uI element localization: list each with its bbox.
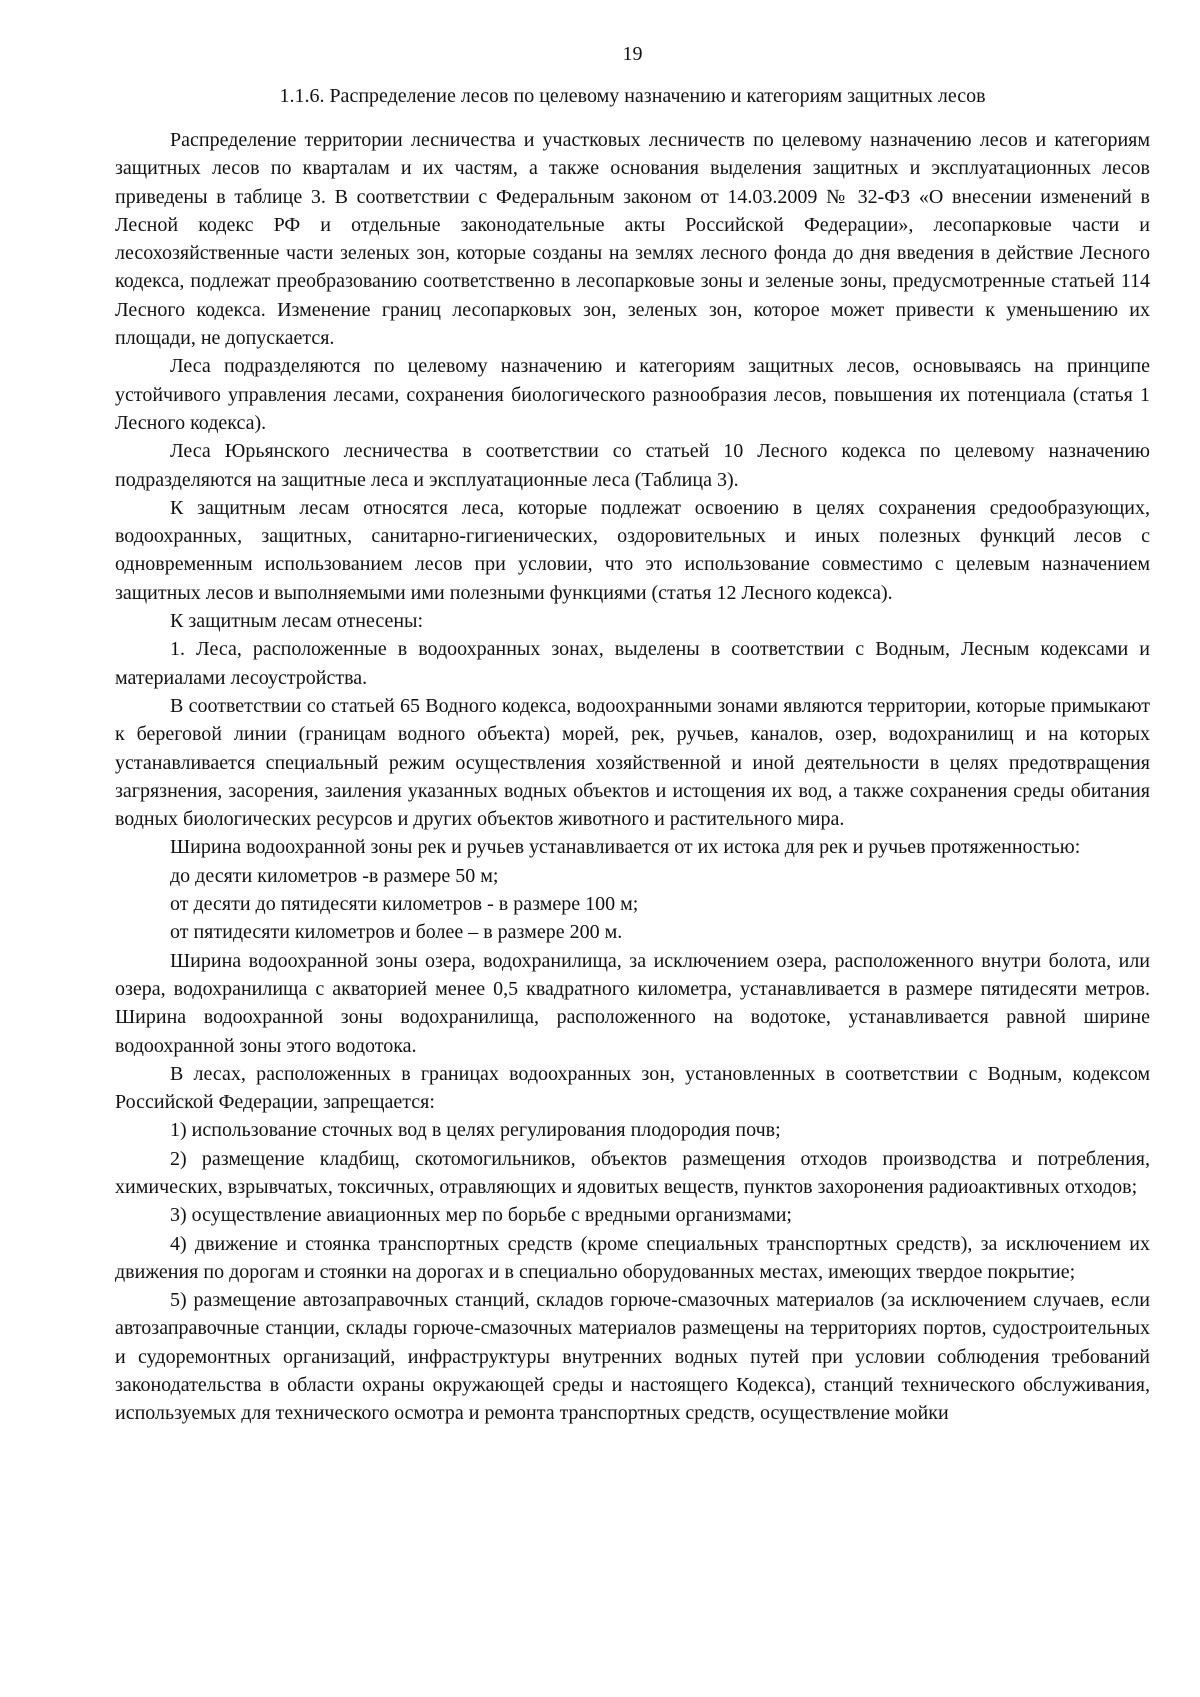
document-page [115,0,1150,1428]
list-item-width-100m: от десяти до пятидесяти километров - в размере 100 м; [170,893,639,916]
paragraph-forest-distribution: Распределение территории лесничества и участковых лесничеств по целевому назначению лесов и категориям защитных лесов по кварталам и их частям, а также основания выделения защитных и эксплуатационных лесов приведены в таблице 3. В соответствии с Федеральным законом от 14.03.2009 № 32-ФЗ «О внесении изменений в Лесной кодекс РФ и отдельные законодательные акты Российской Федерации», лесопарковые части и лесохозяйственные части зеленых зон, которые созданы на землях лесного фонда до дня введения в действие Лесного кодекса, подлежат преобразованию соответственно в лесопарковые зоны и зеленые зоны, предусмотренные статьей 114 Лесного кодекса. Изменение границ лесопарковых зон, зеленых зон, которое может привести к уменьшению их площади, не допускается. [115,129,1150,350]
paragraph-yuryansky-forests: Леса Юрьянского лесничества в соответствии со статьей 10 Лесного кодекса по целевому назначению подразделяются на защитные леса и эксплуатационные леса (Таблица 3). [115,440,1150,491]
paragraph-zone-width-lakes: Ширина водоохранной зоны озера, водохранилища, за исключением озера, расположенного внутри болота, или озера, водохранилища с акваторией менее 0,5 квадратного километра, устанавливается в размере пятидесяти метров. Ширина водоохранной зоны водохранилища, расположенного на водотоке, устанавливается равной ширине водоохранной зоны этого водотока. [115,949,1150,1057]
list-item-width-50m: до десяти километров -в размере 50 м; [170,864,499,887]
list-item-width-200m: от пятидесяти километров и более – в размере 200 м. [170,921,623,944]
list-item-prohibition-4: 4) движение и стоянка транспортных средств (кроме специальных транспортных средств), за исключением их движения по дорогам и стоянки на дорогах и в специально оборудованных местах, имеющих твердое покрытие; [115,1232,1150,1283]
list-item-prohibition-3: 3) осуществление авиационных мер по борьбе с вредными организмами; [170,1204,792,1227]
paragraph-protective-forests-definition: К защитным лесам относятся леса, которые подлежат освоению в целях сохранения средообразующих, водоохранных, защитных, санитарно-гигиенических, оздоровительных и иных полезных функций лесов с одновременным использованием лесов при условии, что это использование совместимо с целевым назначением защитных лесов и выполняемыми ими полезными функциями (статья 12 Лесного кодекса). [115,496,1150,604]
paragraph-water-protection-zones: 1. Леса, расположенные в водоохранных зонах, выделены в соответствии с Водным, Лесным кодексами и материалами лесоустройства. [115,638,1150,689]
list-item-prohibition-1: 1) использование сточных вод в целях регулирования плодородия почв; [170,1119,781,1142]
paragraph-prohibitions-intro: В лесах, расположенных в границах водоохранных зон, установленных в соответствии с Водным, кодексом Российской Федерации, запрещается: [115,1062,1150,1114]
paragraph-water-code-article-65: В соответствии со статьей 65 Водного кодекса, водоохранными зонами являются территории, которые примыкают к береговой линии (границам водного объекта) морей, рек, ручьев, каналов, озер, водохранилищ и на которых устанавливается специальный режим осуществления хозяйственной и иной деятельности в целях предотвращения загрязнения, засорения, заиления указанных водных объектов и истощения их вод, а также сохранения среды обитания водных биологических ресурсов и других объектов животного и растительного мира. [115,694,1150,831]
list-item-prohibition-2: 2) размещение кладбищ, скотомогильников, объектов размещения отходов производства и потребления, химических, взрывчатых, токсичных, отравляющих и ядовитых веществ, пунктов захоронения радиоактивных отходов; [115,1147,1150,1198]
paragraph-protective-forests-list-intro: К защитным лесам отнесены: [170,610,424,633]
paragraph-zone-width-rivers: Ширина водоохранной зоны рек и ручьев устанавливается от их истока для рек и ручьев протяженностью: [170,836,1081,859]
paragraph-forest-division: Леса подразделяются по целевому назначению и категориям защитных лесов, основываясь на принципе устойчивого управления лесами, сохранения биологического разнообразия лесов, повышения их потенциала (статья 1 Лесного кодекса). [115,355,1150,434]
list-item-prohibition-5: 5) размещение автозаправочных станций, складов горюче-смазочных материалов (за исключением случаев, если автозаправочные станции, склады горюче-смазочных материалов размещены на территориях портов, судостроительных и судоремонтных организаций, инфраструктуры внутренних водных путей при условии соблюдения требований законодательства в области охраны окружающей среды и настоящего Кодекса), станций технического обслуживания, используемых для технического осмотра и ремонта транспортных средств, осуществление мойки [115,1289,1150,1425]
page-number: 19 [622,43,643,65]
section-title: 1.1.6. Распределение лесов по целевому назначению и категориям защитных лесов [279,85,986,107]
